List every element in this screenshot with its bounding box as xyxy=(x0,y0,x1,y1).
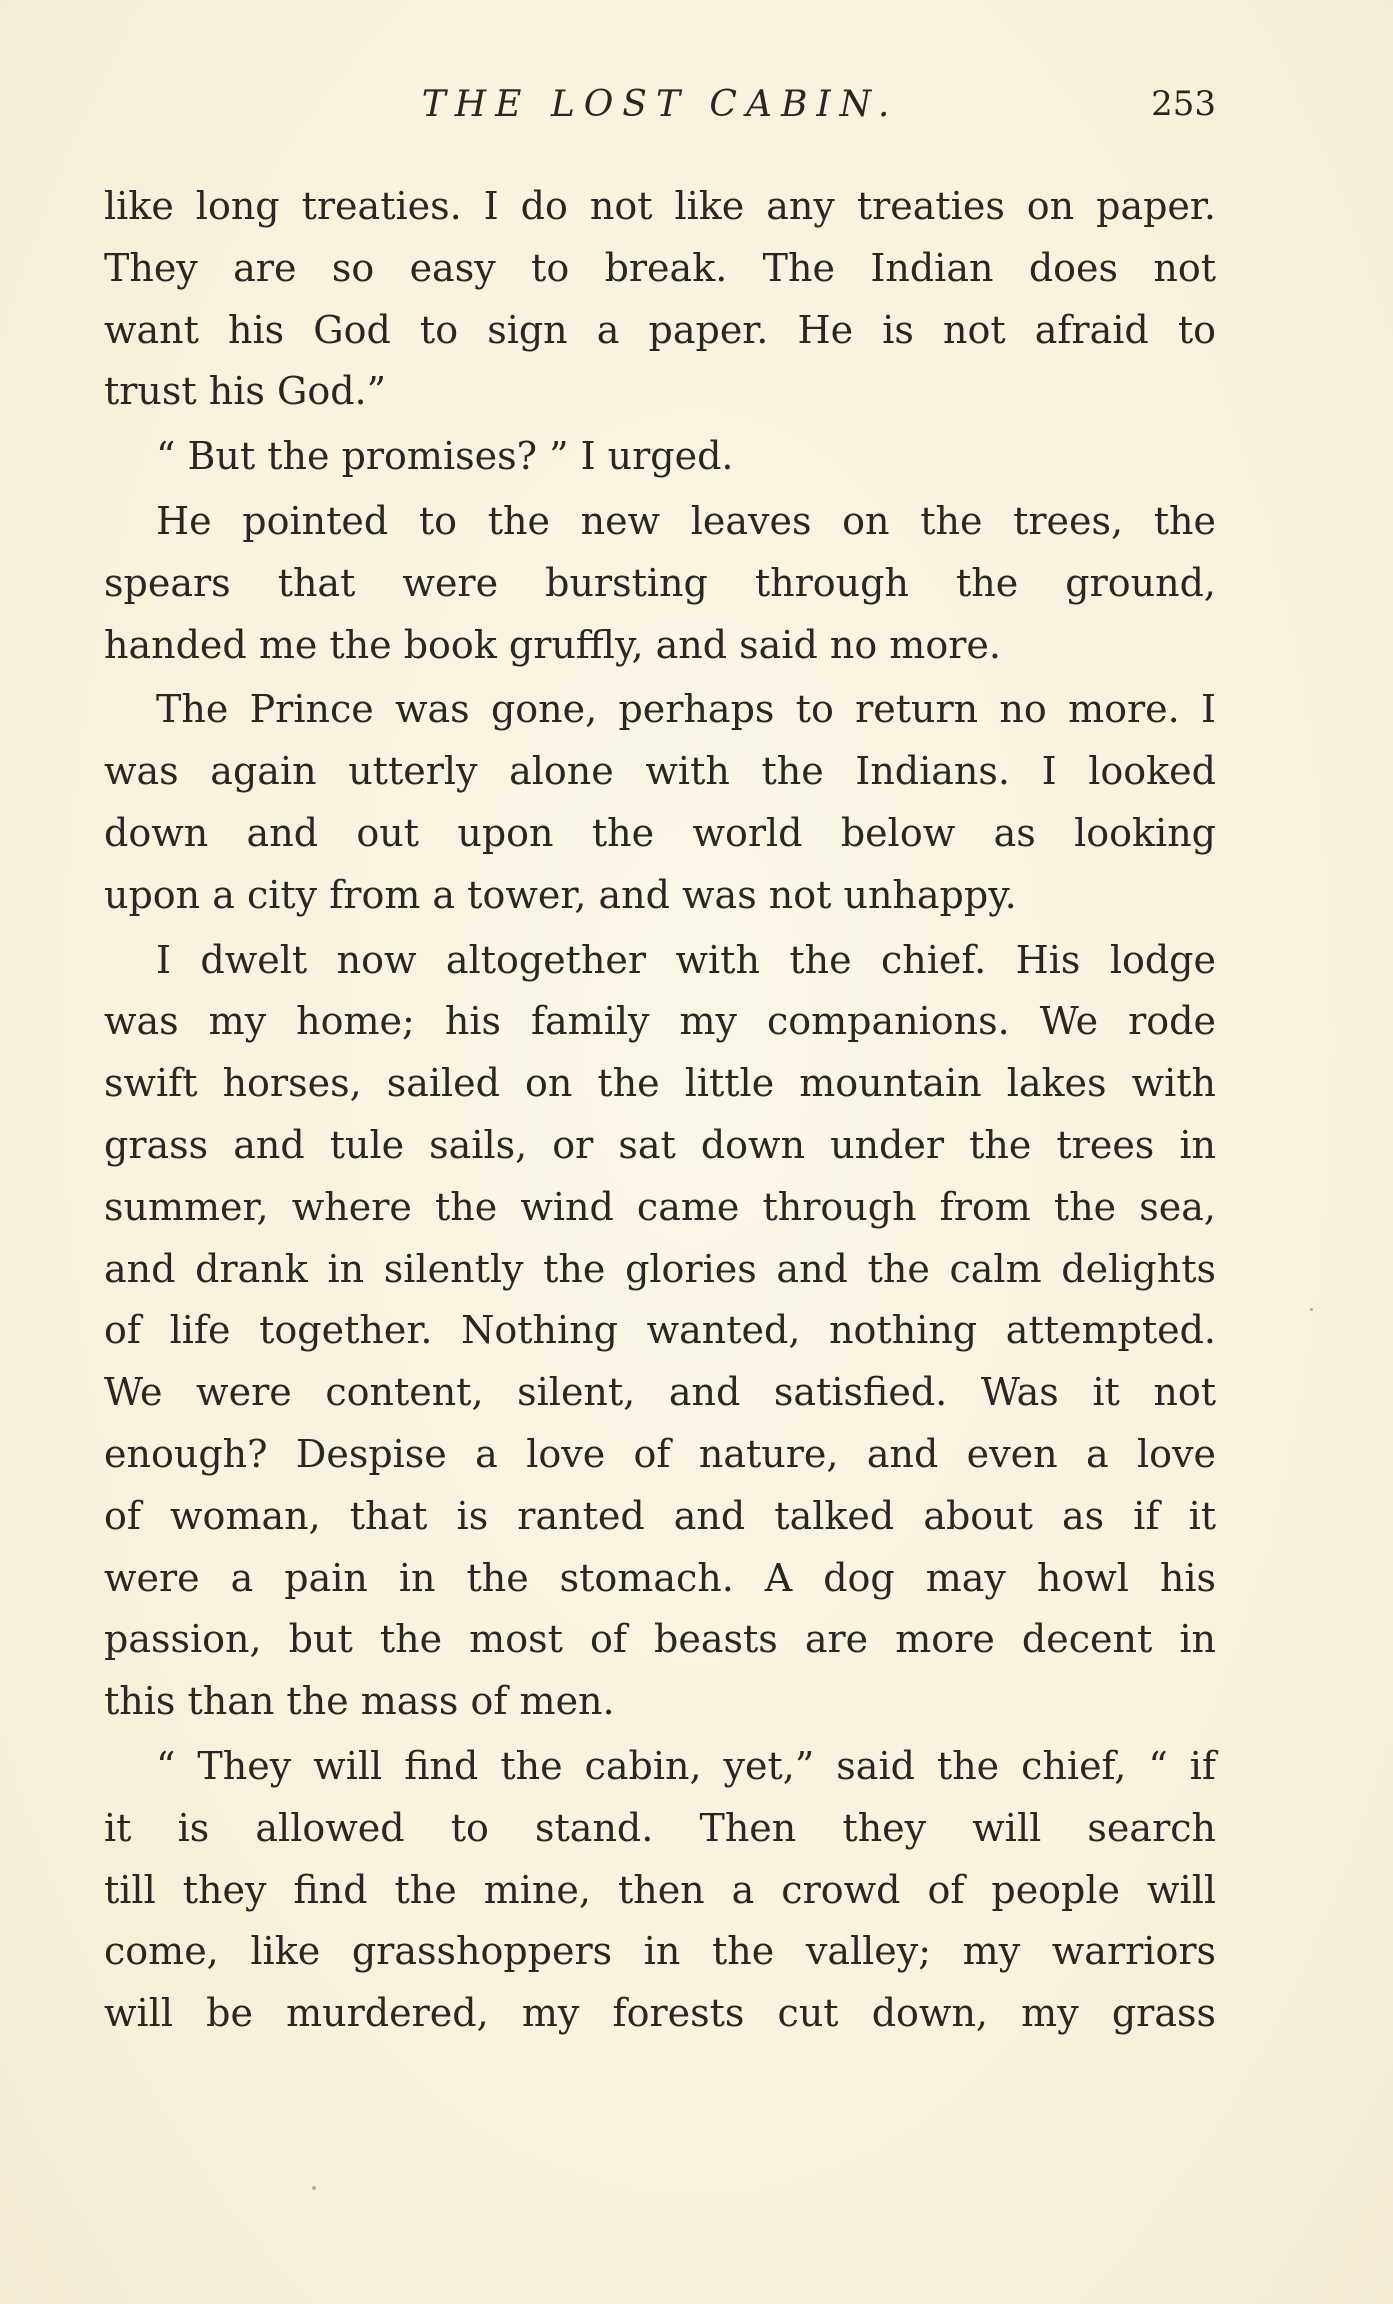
text-line: spears that were bursting through the ground, xyxy=(104,560,1216,605)
running-title: THE LOST CABIN. xyxy=(421,84,899,125)
text-line: were a pain in the stomach. A dog may howl his xyxy=(104,1555,1216,1600)
text-line: I dwelt now altogether with the chief. His lodge xyxy=(156,937,1216,982)
text-line: and drank in silently the glories and the calm delights xyxy=(104,1246,1216,1291)
paragraph xyxy=(104,491,1216,676)
running-head xyxy=(104,84,1216,134)
text-line: will be murdered, my forests cut down, my grass xyxy=(104,1991,1216,2036)
text-line: summer, where the wind came through from the sea, xyxy=(104,1184,1216,1229)
text-line: it is allowed to stand. Then they will search xyxy=(104,1805,1216,1850)
text-line: They are so easy to break. The Indian does not xyxy=(104,245,1216,290)
text-line: down and out upon the world below as looking xyxy=(104,810,1216,855)
paragraph xyxy=(104,679,1216,926)
text-line: want his God to sign a paper. He is not afraid to xyxy=(104,307,1216,352)
text-line: He pointed to the new leaves on the trees, the xyxy=(156,498,1216,543)
text-line: like long treaties. I do not like any treaties on paper. xyxy=(104,184,1216,228)
text-line: enough? Despise a love of nature, and even a love xyxy=(104,1431,1216,1476)
text-line: of life together. Nothing wanted, nothing attempted. xyxy=(104,1308,1216,1353)
paragraph xyxy=(104,176,1216,423)
paper-speck xyxy=(312,2186,316,2190)
text-line: “ They will find the cabin, yet,” said the chief, “ if xyxy=(156,1743,1216,1788)
text-line: passion, but the most of beasts are more decent in xyxy=(104,1617,1216,1662)
text-line: was again utterly alone with the Indians. I looked xyxy=(104,749,1216,794)
page-number: 253 xyxy=(1151,84,1216,124)
text-line: upon a city from a tower, and was not unhappy. xyxy=(104,872,1017,917)
text-line: The Prince was gone, perhaps to return no more. I xyxy=(156,687,1216,732)
text-line: swift horses, sailed on the little mountain lakes with xyxy=(104,1061,1216,1106)
paragraph xyxy=(104,426,1216,488)
text-line: this than the mass of men. xyxy=(104,1679,615,1724)
text-line: was my home; his family my companions. We rode xyxy=(104,999,1216,1044)
paper-speck xyxy=(1310,1308,1313,1311)
text-line: grass and tule sails, or sat down under the trees in xyxy=(104,1122,1216,1167)
text-line: of woman, that is ranted and talked about as if it xyxy=(104,1493,1216,1538)
text-line: come, like grasshoppers in the valley; my warriors xyxy=(104,1929,1216,1974)
body-text xyxy=(104,176,1216,2045)
text-line: trust his God.” xyxy=(104,369,387,414)
text-line: till they find the mine, then a crowd of people will xyxy=(104,1867,1216,1912)
paragraph xyxy=(104,1736,1216,2045)
paragraph xyxy=(104,930,1216,1733)
text-line: handed me the book gruffly, and said no more. xyxy=(104,622,1001,667)
text-line: “ But the promises? ” I urged. xyxy=(156,434,734,479)
text-line: We were content, silent, and satisfied. Was it not xyxy=(104,1370,1216,1415)
